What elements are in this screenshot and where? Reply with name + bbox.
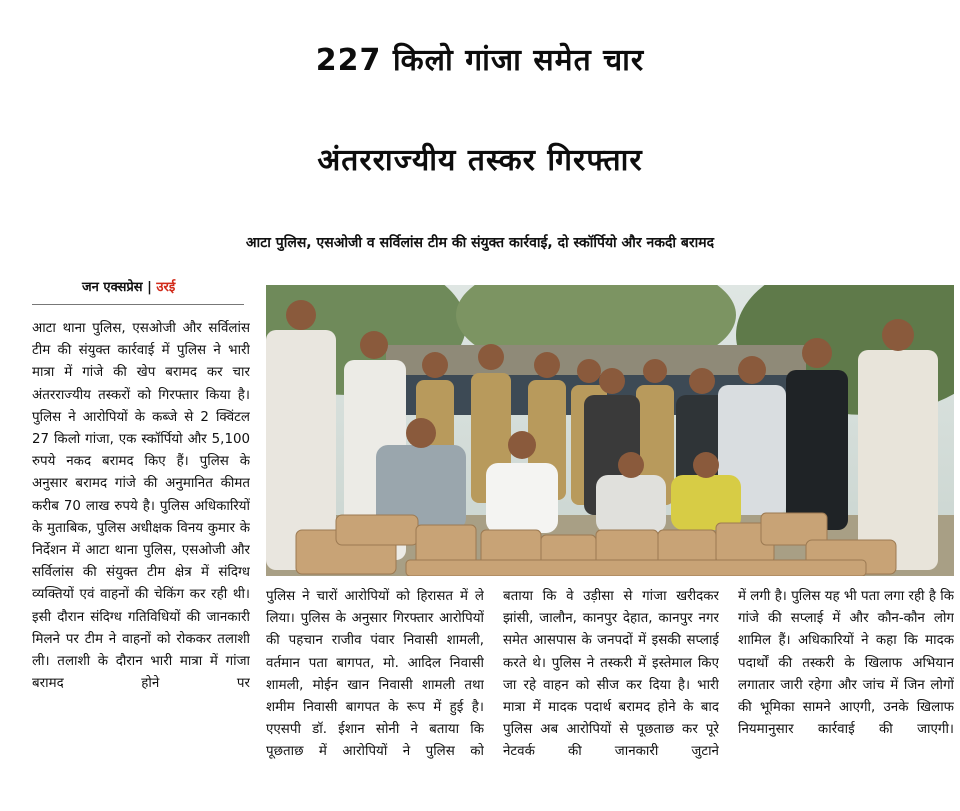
headline-line-2: अंतरराज्यीय तस्कर गिरफ्तार <box>317 143 643 178</box>
subheadline: आटा पुलिस, एसओजी व सर्विलांस टीम की संयुक्त कार्रवाई, दो स्कॉर्पियो और नकदी बरामद <box>245 235 715 251</box>
article-column-4 <box>738 586 954 808</box>
article-text-col3: बताया कि वे उड़ीसा से गांजा खरीदकर झांसी, जालौन, कानपुर देहात, कानपुर नगर समेत आसपास के जनपदों में इसकी सप्लाई करते थे। पुलिस ने तस्करी में इस्तेमाल किए जा रहे वाहन को सीज कर दिया है। भारी मात्रा में मादक पदार्थ बरामद होने के बाद पुलिस अब आरोपियों से पूछताछ कर पूरे नेटवर्क की जानकारी जुटाने <box>503 589 719 760</box>
byline-divider <box>32 304 244 305</box>
article-column-3 <box>503 586 719 808</box>
group-photo-image <box>266 285 954 576</box>
article-text-col2: पुलिस ने चारों आरोपियों को हिरासत में ले लिया। पुलिस के अनुसार गिरफ्तार आरोपियों की पहचान राजीव पंवार निवासी शामली, वर्तमान पता बागपत, मो. आदिल निवासी शामली, मोईन खान निवासी शामली तथा शमीम निवासी बागपत के रूप में हुई है।एएसपी डॉ. ईशान सोनी ने बताया कि पूछताछ में आरोपियों ने पुलिस को <box>266 589 484 760</box>
byline <box>82 277 175 295</box>
headline-line-1: 227 किलो गांजा समेत चार <box>315 43 645 78</box>
article-column-1 <box>32 318 250 806</box>
article-text-col4: में लगी है। पुलिस यह भी पता लगा रही है कि गांजे की सप्लाई में और कौन-कौन लोग शामिल हैं। अधिकारियों ने कहा कि मादक पदार्थों की तस्करी के खिलाफ अभियान लगातार जारी रहेगा और जांच में जिन लोगों की भूमिका सामने आएगी, उनके खिलाफ नियमानुसार कार्रवाई की जाएगी। <box>738 589 954 738</box>
byline-source: जन एक्सप्रेस | <box>82 280 152 295</box>
article-column-2 <box>266 586 484 808</box>
byline-location: उरई <box>156 280 176 295</box>
article-text-col1: आटा थाना पुलिस, एसओजी और सर्विलांस टीम की संयुक्त कार्रवाई में पुलिस ने भारी मात्रा में गांजे की खेप बरामद कर चार अंतरराज्यीय तस्करों को गिरफ्तार किया है। पुलिस ने आरोपियों के कब्जे से 2 क्विंटल 27 किलो गांजा, एक स्कॉर्पियो और 5,100 रुपये नकद बरामद किए हैं। पुलिस के अनुसार बरामद गांजे की अनुमानित कीमत करीब 70 लाख रुपये है। पुलिस अधिकारियों के मुताबिक, पुलिस अधीक्षक विनय कुमार के निर्देशन में आटा थाना पुलिस, एसओजी और सर्विलांस की संयुक्त टीम क्षेत्र में संदिग्ध व्यक्तियों एवं वाहनों की चेकिंग कर रही थी। इसी दौरान संदिग्ध गतिविधियों की जानकारी मिलने पर टीम ने वाहनों को रोककर तलाशी ली। तलाशी के दौरान भारी मात्रा में गांजा बरामद होने पर <box>32 321 250 692</box>
news-photo <box>266 285 954 576</box>
